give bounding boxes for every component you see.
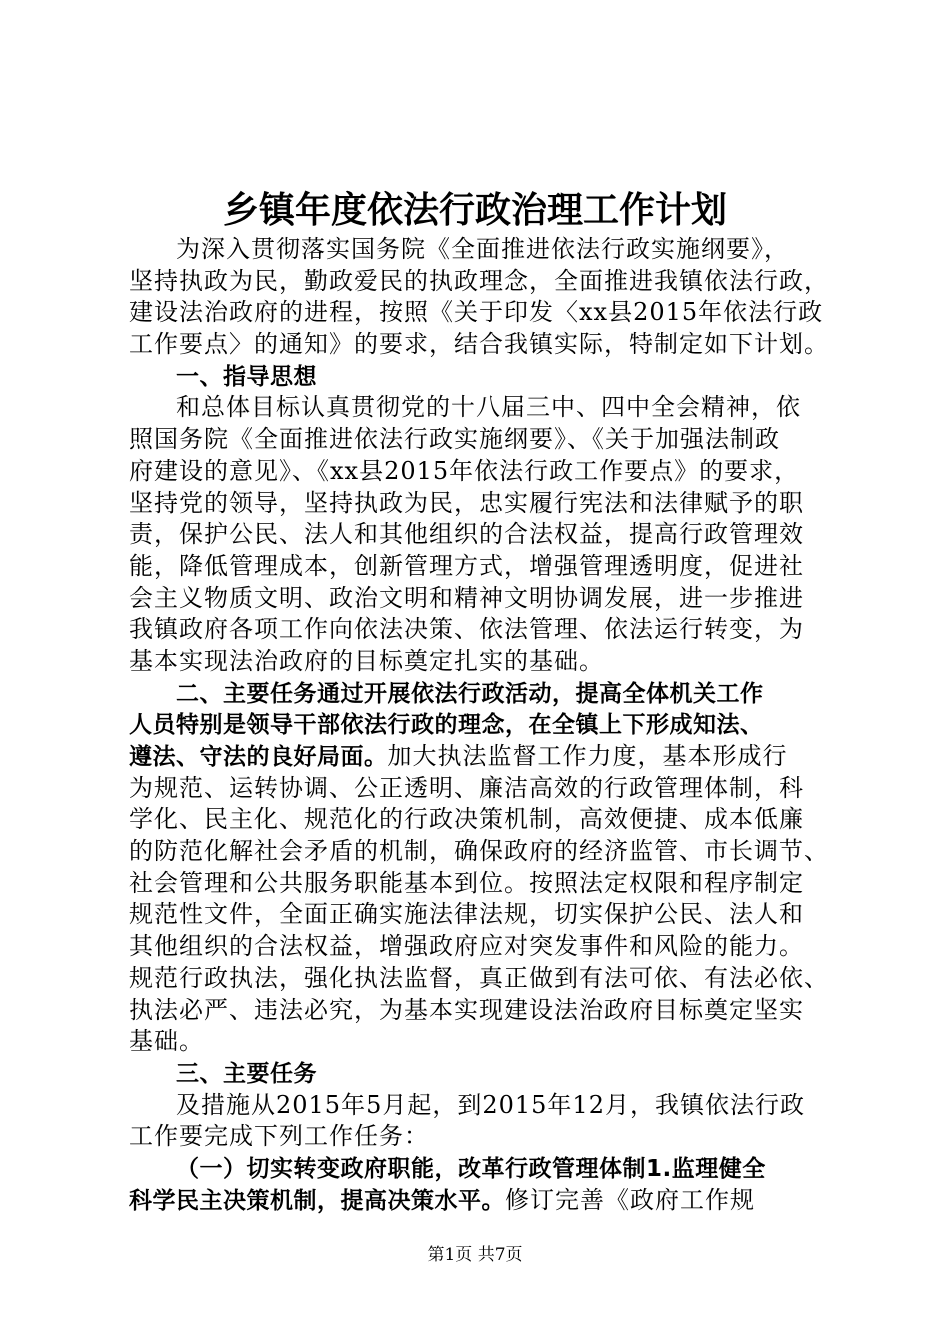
line-text: 为深入贯彻落实国务院《全面推进依法行政实施纲要》， (176, 235, 789, 263)
bold-text: 科学民主决策机制，提高决策水平。 (129, 1187, 505, 1214)
body-line (129, 1185, 839, 1217)
section-heading-text: 二、主要任务通过开展依法行政活动，提高全体机关工作 (176, 680, 764, 707)
document-body (129, 234, 839, 1216)
body-line (129, 836, 839, 868)
section-heading-text: 三、主要任务 (176, 1060, 317, 1087)
body-line (129, 424, 839, 456)
section-heading-text: （一）切实转变政府职能，改革行政管理体制1.监理健全 (176, 1155, 766, 1182)
section-heading (129, 678, 839, 710)
body-line (129, 646, 839, 678)
body-line (129, 899, 839, 931)
line-text: 为规范、运转协调、公正透明、廉洁高效的行政管理体制，科 (129, 773, 804, 802)
section-heading-text: 一、指导思想 (176, 363, 317, 390)
body-line (129, 1026, 839, 1058)
document-title: 乡镇年度依法行政治理工作计划 (222, 189, 727, 231)
section-heading (129, 361, 839, 393)
body-line (129, 963, 839, 995)
body-line (129, 488, 839, 520)
line-text: 责，保护公民、法人和其他组织的合法权益，提高行政管理效 (129, 520, 804, 549)
body-line (129, 868, 839, 900)
body-line (129, 773, 839, 805)
line-text: 能，降低管理成本，创新管理方式，增强管理透明度，促进社 (129, 551, 804, 580)
line-text: 工作要点〉的通知》的要求，结合我镇实际，特制定如下计划。 (129, 330, 829, 359)
bold-text: 遵法、守法的良好局面。 (129, 744, 388, 770)
line-text: 规范行政执法，强化执法监督，真正做到有法可依、有法必依、 (129, 963, 829, 992)
line-text: 府建设的意见》、《xx县2015年依法行政工作要点》的要求， (129, 456, 800, 485)
body-line (129, 1090, 839, 1122)
body-line (129, 234, 839, 266)
body-line (129, 583, 839, 615)
body-line (129, 392, 839, 424)
body-line (129, 266, 839, 298)
line-text: 学化、民主化、规范化的行政决策机制，高效便捷、成本低廉 (129, 805, 804, 834)
body-line (129, 804, 839, 836)
line-text: 其他组织的合法权益，增强政府应对突发事件和风险的能力。 (129, 932, 804, 961)
line-text: 及措施从2015年5月起，到2015年12月，我镇依法行政 (176, 1090, 805, 1119)
body-line (129, 551, 839, 583)
section-heading (129, 1153, 839, 1185)
line-text: 建设法治政府的进程，按照《关于印发〈xx县2015年依法行政 (129, 298, 824, 327)
section-heading (129, 1058, 839, 1090)
line-text: 坚持执政为民，勤政爱民的执政理念，全面推进我镇依法行政， (129, 266, 829, 295)
body-line (129, 297, 839, 329)
line-text: 社会管理和公共服务职能基本到位。按照法定权限和程序制定 (129, 868, 804, 897)
line-text: 照国务院《全面推进依法行政实施纲要》、《关于加强法制政 (129, 425, 780, 454)
body-line (129, 456, 839, 488)
line-text: 的防范化解社会矛盾的机制，确保政府的经济监管、市长调节、 (129, 837, 829, 866)
line-text: 我镇政府各项工作向依法决策、依法管理、依法运行转变，为 (129, 615, 804, 644)
line-text: 加大执法监督工作力度，基本形成行 (387, 742, 788, 770)
line-text: 工作要完成下列工作任务： (129, 1122, 429, 1151)
page-footer: 第1页 共7页 (427, 1245, 523, 1265)
body-line (129, 931, 839, 963)
line-text: 修订完善《政府工作规 (505, 1185, 755, 1214)
line-text: 规范性文件，全面正确实施法律法规，切实保护公民、法人和 (129, 900, 804, 929)
body-line (129, 1121, 839, 1153)
line-text: 基本实现法治政府的目标奠定扎实的基础。 (129, 646, 604, 675)
line-text: 执法必严、违法必究，为基本实现建设法治政府目标奠定坚实 (129, 995, 804, 1024)
line-text: 坚持党的领导，坚持执政为民，忠实履行宪法和法律赋予的职 (129, 488, 804, 517)
body-line (129, 614, 839, 646)
body-line (129, 995, 839, 1027)
section-heading (129, 709, 839, 741)
body-line (129, 329, 839, 361)
line-text: 和总体目标认真贯彻党的十八届三中、四中全会精神，依 (176, 393, 801, 422)
line-text: 会主义物质文明、政治文明和精神文明协调发展，进一步推进 (129, 583, 804, 612)
body-line (129, 519, 839, 551)
body-line (129, 741, 839, 773)
line-text: 基础。 (129, 1027, 204, 1056)
section-heading-text: 人员特别是领导干部依法行政的理念，在全镇上下形成知法、 (129, 712, 764, 739)
